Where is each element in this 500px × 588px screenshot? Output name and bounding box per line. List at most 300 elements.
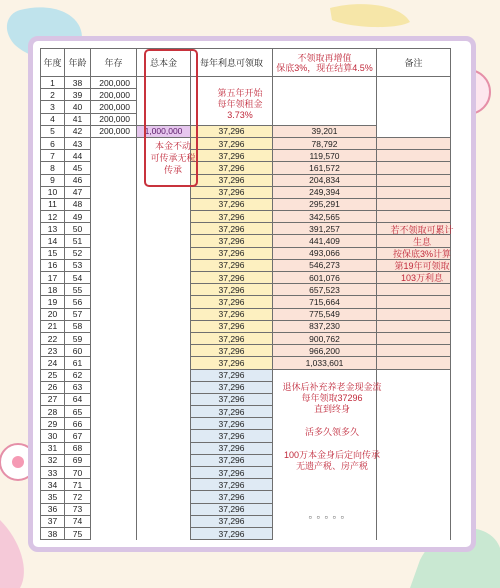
cell-deposit: 200,000 (91, 89, 137, 101)
cell-year: 34 (41, 479, 65, 491)
cell-cumulative (273, 369, 377, 381)
cell-age: 71 (65, 479, 91, 491)
accumulate-line: 103万利息 (400, 273, 444, 283)
cell-age: 64 (65, 393, 91, 405)
cell-interest: 37,296 (191, 345, 273, 357)
cell-deposit (91, 174, 137, 186)
cell-age: 67 (65, 430, 91, 442)
table-row (41, 296, 451, 308)
cell-note (377, 137, 451, 149)
cell-note (377, 357, 451, 369)
header-age: 年龄 (65, 49, 91, 77)
cell-base (137, 369, 191, 381)
cell-note (377, 198, 451, 210)
cell-note (377, 503, 451, 515)
cell-age: 49 (65, 211, 91, 223)
cell-base (137, 259, 191, 271)
cell-age: 50 (65, 223, 91, 235)
cell-deposit (91, 247, 137, 259)
cell-year: 8 (41, 162, 65, 174)
cell-cumulative: 837,230 (273, 320, 377, 332)
savings-table (40, 48, 451, 540)
cell-note (377, 467, 451, 479)
cell-year: 33 (41, 467, 65, 479)
base-note-line: 传承 (163, 165, 182, 175)
cell-note (377, 454, 451, 466)
table-row (41, 467, 451, 479)
cell-interest: 37,296 (191, 393, 273, 405)
cell-cumulative: 78,792 (273, 137, 377, 149)
cell-note (377, 89, 451, 101)
table-row (41, 406, 451, 418)
cell-age: 48 (65, 198, 91, 210)
cell-interest: 37,296 (191, 137, 273, 149)
cell-deposit (91, 284, 137, 296)
cell-age: 63 (65, 381, 91, 393)
cell-cumulative: 657,523 (273, 284, 377, 296)
header-cumulative (273, 49, 377, 77)
cell-base (137, 345, 191, 357)
retirement-line: 100万本金身后定向传承 (283, 450, 381, 460)
cell-deposit (91, 308, 137, 320)
cell-base (137, 491, 191, 503)
table-header-row (41, 49, 451, 77)
cell-age: 75 (65, 527, 91, 539)
cell-deposit (91, 430, 137, 442)
cell-cumulative (273, 491, 377, 503)
cell-age: 54 (65, 272, 91, 284)
continuation-dots: 。。。。。 (308, 510, 354, 521)
table-row (41, 211, 451, 223)
cell-age: 70 (65, 467, 91, 479)
retirement-note-block (280, 450, 384, 472)
retirement-note-block (280, 382, 384, 415)
cell-interest: 37,296 (191, 284, 273, 296)
cell-deposit (91, 454, 137, 466)
header-year: 年度 (41, 49, 65, 77)
table-body (41, 77, 451, 540)
cell-base (137, 223, 191, 235)
cell-year: 16 (41, 259, 65, 271)
cell-year: 2 (41, 89, 65, 101)
cell-year: 31 (41, 442, 65, 454)
cell-age: 58 (65, 320, 91, 332)
cell-interest: 37,296 (191, 430, 273, 442)
cell-interest: 37,296 (191, 223, 273, 235)
cell-deposit (91, 381, 137, 393)
header-cumulative-line1: 不领取再增值 (297, 52, 352, 63)
cell-cumulative (273, 77, 377, 89)
retirement-note (280, 382, 384, 484)
cell-age: 56 (65, 296, 91, 308)
cell-deposit: 200,000 (91, 101, 137, 113)
cell-interest: 37,296 (191, 247, 273, 259)
cell-deposit (91, 357, 137, 369)
cell-year: 21 (41, 320, 65, 332)
cell-cumulative: 1,033,601 (273, 357, 377, 369)
cell-deposit (91, 150, 137, 162)
cell-cumulative: 39,201 (273, 125, 377, 137)
table-row (41, 308, 451, 320)
header-interest: 每年利息可领取 (191, 49, 273, 77)
cell-base (137, 357, 191, 369)
cell-base (137, 308, 191, 320)
cell-note (377, 479, 451, 491)
cell-cumulative (273, 527, 377, 539)
table-row (41, 515, 451, 527)
table-row (41, 393, 451, 405)
cell-deposit (91, 332, 137, 344)
cell-deposit (91, 186, 137, 198)
cell-interest: 37,296 (191, 527, 273, 539)
cell-interest: 37,296 (191, 320, 273, 332)
cell-note (377, 418, 451, 430)
cell-year: 6 (41, 137, 65, 149)
cell-note (377, 77, 451, 89)
cell-year: 3 (41, 101, 65, 113)
cell-note (377, 284, 451, 296)
cell-deposit (91, 503, 137, 515)
cell-deposit (91, 393, 137, 405)
cell-cumulative: 900,762 (273, 332, 377, 344)
cell-note (377, 442, 451, 454)
interest-start-line: 第五年开始 (217, 88, 263, 98)
cell-year: 36 (41, 503, 65, 515)
cell-note (377, 406, 451, 418)
cell-deposit (91, 369, 137, 381)
cell-year: 19 (41, 296, 65, 308)
cell-base (137, 430, 191, 442)
cell-year: 12 (41, 211, 65, 223)
cell-age: 57 (65, 308, 91, 320)
cell-interest: 37,296 (191, 381, 273, 393)
cell-interest: 37,296 (191, 174, 273, 186)
cell-base (137, 247, 191, 259)
cell-age: 61 (65, 357, 91, 369)
cell-age: 69 (65, 454, 91, 466)
retirement-line: 每年领取37296 (301, 393, 363, 403)
cell-year: 5 (41, 125, 65, 137)
table-row (41, 284, 451, 296)
cell-deposit: 200,000 (91, 125, 137, 137)
interest-start-note (200, 88, 280, 121)
cell-cumulative (273, 89, 377, 101)
cell-note (377, 369, 451, 381)
cell-interest: 37,296 (191, 150, 273, 162)
cell-cumulative: 715,664 (273, 296, 377, 308)
cell-note (377, 101, 451, 113)
cell-cumulative: 601,076 (273, 272, 377, 284)
cell-cumulative: 119,570 (273, 150, 377, 162)
table-row (41, 345, 451, 357)
cell-age: 55 (65, 284, 91, 296)
cell-year: 7 (41, 150, 65, 162)
accumulate-line: 若不领取可累计 (390, 225, 454, 235)
cell-interest: 37,296 (191, 491, 273, 503)
cell-year: 38 (41, 527, 65, 539)
table-row (41, 381, 451, 393)
cell-interest: 37,296 (191, 357, 273, 369)
cell-base (137, 235, 191, 247)
cell-year: 23 (41, 345, 65, 357)
cell-year: 18 (41, 284, 65, 296)
accumulate-note (388, 224, 456, 284)
cell-year: 4 (41, 113, 65, 125)
table-row (41, 503, 451, 515)
table-row (41, 77, 451, 89)
retirement-line: 退休后补充养老金现金流 (282, 382, 382, 392)
table-row (41, 186, 451, 198)
cell-note (377, 430, 451, 442)
cell-interest: 37,296 (191, 454, 273, 466)
table-row (41, 430, 451, 442)
cell-note (377, 332, 451, 344)
cell-year: 22 (41, 332, 65, 344)
cell-year: 29 (41, 418, 65, 430)
retirement-line: 直到终身 (313, 404, 350, 414)
cell-deposit (91, 527, 137, 539)
cell-deposit (91, 320, 137, 332)
cell-base (137, 442, 191, 454)
header-note: 备注 (377, 49, 451, 77)
cell-note (377, 381, 451, 393)
cell-note (377, 308, 451, 320)
cell-cumulative: 966,200 (273, 345, 377, 357)
cell-interest: 37,296 (191, 406, 273, 418)
table-row (41, 137, 451, 149)
table-row (41, 418, 451, 430)
cell-deposit (91, 235, 137, 247)
cell-age: 66 (65, 418, 91, 430)
cell-age: 43 (65, 137, 91, 149)
cell-age: 53 (65, 259, 91, 271)
cell-age: 44 (65, 150, 91, 162)
cell-year: 25 (41, 369, 65, 381)
cell-age: 59 (65, 332, 91, 344)
cell-age: 41 (65, 113, 91, 125)
cell-base (137, 211, 191, 223)
cell-interest: 37,296 (191, 259, 273, 271)
cell-interest: 37,296 (191, 125, 273, 137)
base-note (146, 140, 200, 176)
cell-cumulative: 204,834 (273, 174, 377, 186)
cell-cumulative: 161,572 (273, 162, 377, 174)
header-deposit: 年存 (91, 49, 137, 77)
cell-year: 35 (41, 491, 65, 503)
cell-deposit (91, 198, 137, 210)
cell-deposit: 200,000 (91, 113, 137, 125)
cell-interest: 37,296 (191, 418, 273, 430)
cell-year: 28 (41, 406, 65, 418)
cell-note (377, 527, 451, 539)
cell-note (377, 491, 451, 503)
cell-base (137, 527, 191, 539)
cell-year: 24 (41, 357, 65, 369)
accumulate-line: 第19年可领取 (394, 261, 450, 271)
cell-year: 10 (41, 186, 65, 198)
table-row (41, 320, 451, 332)
table-row (41, 125, 451, 137)
cell-note (377, 515, 451, 527)
cell-cumulative: 342,565 (273, 211, 377, 223)
cell-age: 62 (65, 369, 91, 381)
cell-age: 72 (65, 491, 91, 503)
cell-year: 13 (41, 223, 65, 235)
cell-interest: 37,296 (191, 369, 273, 381)
cell-base (137, 198, 191, 210)
cell-cumulative: 493,066 (273, 247, 377, 259)
cell-age: 45 (65, 162, 91, 174)
cell-age: 42 (65, 125, 91, 137)
cell-interest: 37,296 (191, 235, 273, 247)
retirement-note-block (280, 427, 384, 438)
cell-interest: 37,296 (191, 162, 273, 174)
retirement-line: 活多久领多久 (304, 427, 359, 437)
cell-interest: 37,296 (191, 442, 273, 454)
cell-base (137, 284, 191, 296)
header-base: 总本金 (137, 49, 191, 77)
cell-base (137, 272, 191, 284)
cell-base (137, 479, 191, 491)
cell-note (377, 113, 451, 125)
cell-age: 68 (65, 442, 91, 454)
cell-age: 47 (65, 186, 91, 198)
interest-start-line: 每年领租金 (217, 99, 263, 109)
cell-deposit (91, 162, 137, 174)
cell-age: 65 (65, 406, 91, 418)
cell-deposit (91, 406, 137, 418)
table-row (41, 479, 451, 491)
cell-deposit (91, 515, 137, 527)
cell-age: 74 (65, 515, 91, 527)
cell-deposit (91, 211, 137, 223)
cell-deposit (91, 137, 137, 149)
cell-deposit (91, 259, 137, 271)
cell-base (137, 503, 191, 515)
cell-deposit (91, 467, 137, 479)
cell-base (137, 467, 191, 479)
cell-base (137, 332, 191, 344)
cell-note (377, 186, 451, 198)
table-row (41, 454, 451, 466)
cell-base (137, 454, 191, 466)
cell-base (137, 515, 191, 527)
cell-cumulative: 546,273 (273, 259, 377, 271)
cell-year: 20 (41, 308, 65, 320)
cell-deposit: 200,000 (91, 77, 137, 89)
cell-base (137, 186, 191, 198)
interest-start-line: 3.73% (227, 110, 253, 120)
cell-year: 1 (41, 77, 65, 89)
cell-interest: 37,296 (191, 186, 273, 198)
cell-interest: 37,296 (191, 467, 273, 479)
cell-age: 39 (65, 89, 91, 101)
cell-year: 27 (41, 393, 65, 405)
cell-interest: 37,296 (191, 515, 273, 527)
cell-base (137, 320, 191, 332)
cell-age: 52 (65, 247, 91, 259)
cell-year: 14 (41, 235, 65, 247)
cell-cumulative: 295,291 (273, 198, 377, 210)
cell-cumulative: 775,549 (273, 308, 377, 320)
table-row (41, 491, 451, 503)
cell-cumulative (273, 113, 377, 125)
cell-note (377, 345, 451, 357)
cell-age: 73 (65, 503, 91, 515)
table-row (41, 369, 451, 381)
cell-deposit (91, 491, 137, 503)
cell-interest: 37,296 (191, 308, 273, 320)
accumulate-line: 按保底3%计算 (392, 249, 451, 259)
cell-note (377, 150, 451, 162)
table-row (41, 357, 451, 369)
retirement-line: 无遗产税、房产税 (295, 461, 368, 471)
cell-deposit (91, 418, 137, 430)
cell-note (377, 174, 451, 186)
cell-cumulative: 249,394 (273, 186, 377, 198)
cell-year: 37 (41, 515, 65, 527)
table-row (41, 150, 451, 162)
cell-interest: 37,296 (191, 296, 273, 308)
cell-note (377, 211, 451, 223)
cell-note (377, 162, 451, 174)
cell-base (137, 406, 191, 418)
cell-interest (191, 77, 273, 89)
cell-interest: 37,296 (191, 479, 273, 491)
cell-interest: 37,296 (191, 211, 273, 223)
cell-base (137, 381, 191, 393)
table-row (41, 527, 451, 539)
table-row (41, 162, 451, 174)
cell-deposit (91, 442, 137, 454)
cell-age: 46 (65, 174, 91, 186)
cell-age: 51 (65, 235, 91, 247)
cell-year: 11 (41, 198, 65, 210)
cell-base (137, 296, 191, 308)
cell-cumulative: 441,409 (273, 235, 377, 247)
cell-base: 1,000,000 (137, 125, 191, 137)
cell-note (377, 125, 451, 137)
header-cumulative-line2: 保底3%，现在结算4.5% (276, 62, 373, 73)
cell-base (137, 418, 191, 430)
table-row (41, 198, 451, 210)
cell-deposit (91, 223, 137, 235)
cell-deposit (91, 479, 137, 491)
cell-deposit (91, 272, 137, 284)
cell-age: 38 (65, 77, 91, 89)
cell-age: 60 (65, 345, 91, 357)
cell-interest: 37,296 (191, 272, 273, 284)
base-note-line: 可传承无税 (150, 153, 196, 163)
cell-interest: 37,296 (191, 503, 273, 515)
cell-deposit (91, 345, 137, 357)
accumulate-line: 生息 (412, 237, 431, 247)
cell-year: 17 (41, 272, 65, 284)
table-row (41, 332, 451, 344)
cell-note (377, 296, 451, 308)
cell-cumulative (273, 101, 377, 113)
cell-year: 9 (41, 174, 65, 186)
table-row (41, 174, 451, 186)
cell-year: 32 (41, 454, 65, 466)
cell-cumulative: 391,257 (273, 223, 377, 235)
base-note-line: 本金不动 (154, 141, 191, 151)
cell-note (377, 393, 451, 405)
table-row (41, 442, 451, 454)
cell-year: 15 (41, 247, 65, 259)
cell-interest: 37,296 (191, 198, 273, 210)
cell-year: 26 (41, 381, 65, 393)
